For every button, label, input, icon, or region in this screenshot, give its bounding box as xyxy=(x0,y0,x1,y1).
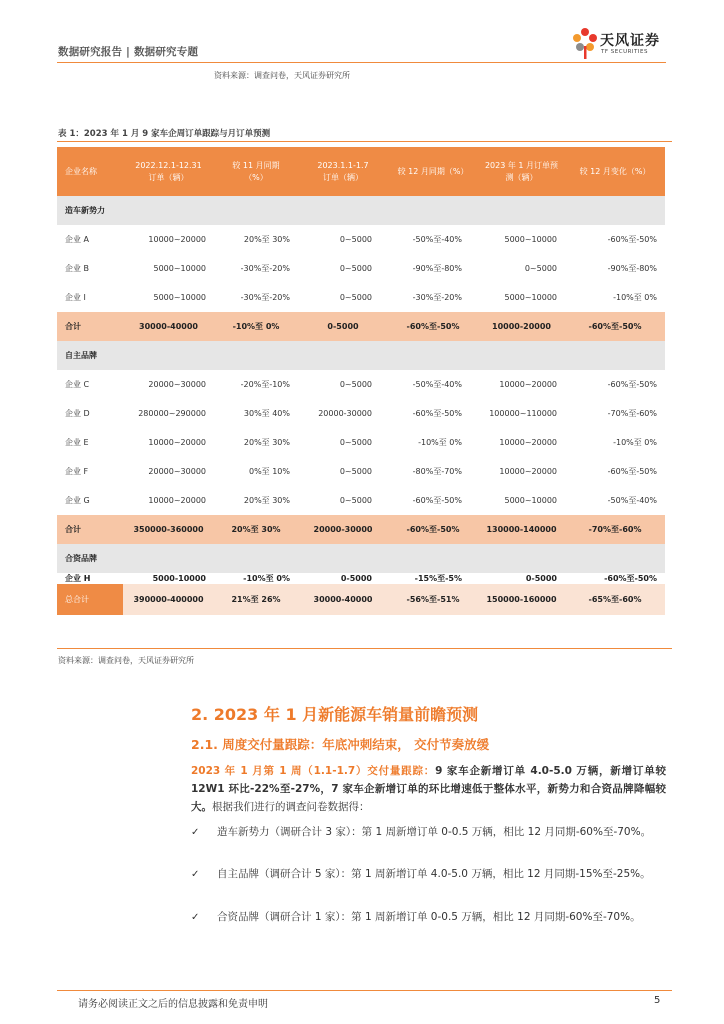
table-cell: 5000~10000 xyxy=(504,496,557,505)
tf-securities-logo xyxy=(570,26,670,60)
footer-divider xyxy=(57,990,672,991)
table-cell: -60%至-50% xyxy=(388,312,478,341)
table-cell: 20%至 30% xyxy=(243,235,290,244)
table-cell: 280000~290000 xyxy=(138,409,206,418)
table-caption: 表 1：2023 年 1 月 9 家车企周订单跟踪与月订单预测 xyxy=(58,129,271,139)
company-name-cell: 企业 E xyxy=(65,438,89,447)
company-name-cell: 合计 xyxy=(57,515,123,544)
company-name-cell: 总合计 xyxy=(57,584,123,615)
company-name-cell: 企业 I xyxy=(65,293,86,302)
table-cell: -60%至-50% xyxy=(388,515,478,544)
table-cell: 0~5000 xyxy=(339,380,372,389)
table-cell: -60%至-50% xyxy=(412,409,462,418)
table-cell: -60%至-50% xyxy=(607,467,657,476)
table-cell: 10000~20000 xyxy=(499,380,557,389)
bullet-item xyxy=(191,908,666,927)
table-cell: 130000-140000 xyxy=(478,515,565,544)
table-cell: 0-5000 xyxy=(298,312,388,341)
column-header-line: 2023 年 1 月订单预 xyxy=(484,160,559,170)
table-cell: 20%至 30% xyxy=(243,438,290,447)
table-cell: 0~5000 xyxy=(339,496,372,505)
table-cell: 100000~110000 xyxy=(489,409,557,418)
paragraph-bold-summary: 9 家车企新增订单 4.0-5.0 万辆，新增订单较 12W1 环比-22%至-27%，7 家车企新增订单的环比增速低于整体水平，新势力和合资品牌降幅较大。 xyxy=(191,765,667,813)
group-label: 造车新势力 xyxy=(57,196,665,225)
table-cell: -15%至-5% xyxy=(414,574,462,583)
table-cell: 5000~10000 xyxy=(153,293,206,302)
report-header-title: 数据研究报告 | 数据研究专题 xyxy=(58,46,199,58)
table-cell: -70%至-60% xyxy=(565,515,665,544)
table-cell: 0~5000 xyxy=(339,264,372,273)
top-source-note: 资料来源：调查问卷，天风证券研究所 xyxy=(214,71,350,80)
company-name-cell: 企业 A xyxy=(65,235,90,244)
column-header xyxy=(123,147,214,196)
table-cell: 10000~20000 xyxy=(148,496,206,505)
table-row xyxy=(57,486,665,515)
section-heading: 2. 2023 年 1 月新能源车销量前瞻预测 xyxy=(191,705,479,724)
column-header-line: （%） xyxy=(244,172,268,182)
table-cell: -70%至-60% xyxy=(607,409,657,418)
table-cell: 10000~20000 xyxy=(148,438,206,447)
table-cell: 0~5000 xyxy=(339,467,372,476)
company-name-cell: 企业 G xyxy=(65,496,90,505)
table-cell: 390000-400000 xyxy=(123,584,214,615)
table-cell: 5000~10000 xyxy=(504,293,557,302)
logo-chinese-name: 天风证券 xyxy=(600,33,660,49)
checkmark-icon: ✓ xyxy=(191,869,200,880)
column-header xyxy=(214,147,298,196)
column-header-line: 测（辆） xyxy=(505,172,538,182)
header-divider xyxy=(57,62,666,63)
table-cell: 350000-360000 xyxy=(123,515,214,544)
table-cell: -60%至-50% xyxy=(604,574,657,583)
table-cell: -60%至-50% xyxy=(412,496,462,505)
table-group-row xyxy=(57,196,665,225)
table-group-row xyxy=(57,544,665,573)
company-name-cell: 企业 F xyxy=(65,467,89,476)
column-header xyxy=(478,147,565,196)
column-header-line: 订单（辆） xyxy=(323,172,363,182)
table-caption-divider xyxy=(57,141,672,142)
table-cell: 0~5000 xyxy=(339,293,372,302)
table-cell: 10000~20000 xyxy=(499,438,557,447)
checkmark-icon: ✓ xyxy=(191,912,200,923)
table-cell: 20000~30000 xyxy=(148,467,206,476)
table-cell: -90%至-80% xyxy=(607,264,657,273)
table-bottom-divider xyxy=(57,648,672,649)
orders-table xyxy=(57,147,665,615)
checkmark-icon: ✓ xyxy=(191,827,200,838)
table-cell: 21%至 26% xyxy=(214,584,298,615)
column-header-line: 较 12 月同期（%） xyxy=(397,166,469,176)
table-cell: 30000-40000 xyxy=(298,584,388,615)
company-name-cell: 企业 D xyxy=(65,409,90,418)
table-cell: 10000-20000 xyxy=(478,312,565,341)
column-header-line: 2023.1.1-1.7 xyxy=(317,160,369,170)
table-row xyxy=(57,573,665,584)
table-cell: -56%至-51% xyxy=(388,584,478,615)
column-header-line: 企业名称 xyxy=(65,166,97,176)
table-row xyxy=(57,225,665,254)
column-header xyxy=(298,147,388,196)
table-group-row xyxy=(57,341,665,370)
table-cell: 0%至 10% xyxy=(248,467,290,476)
column-header xyxy=(57,147,123,196)
table-cell: 150000-160000 xyxy=(478,584,565,615)
company-name-cell: 企业 B xyxy=(65,264,90,273)
table-cell: -20%至-10% xyxy=(240,380,290,389)
table-cell: -10%至 0% xyxy=(613,293,657,302)
table-subtotal-row xyxy=(57,515,665,544)
table-cell: 0~5000 xyxy=(524,264,557,273)
paragraph-highlight: 2023 年 1 月第 1 周（1.1-1.7）交付量跟踪： xyxy=(191,765,436,777)
table-row xyxy=(57,370,665,399)
company-name-cell: 企业 C xyxy=(65,380,90,389)
table-cell: 0~5000 xyxy=(339,438,372,447)
table-source-note: 资料来源：调查问卷，天风证券研究所 xyxy=(58,656,194,665)
page-number: 5 xyxy=(654,995,661,1006)
tf-flower-logo-icon xyxy=(570,26,600,60)
table-cell: 20000-30000 xyxy=(298,515,388,544)
table-row xyxy=(57,428,665,457)
table-cell: -60%至-50% xyxy=(607,235,657,244)
table-cell: 0-5000 xyxy=(340,574,372,583)
column-header-line: 2022.12.1-12.31 xyxy=(135,160,202,170)
table-row xyxy=(57,283,665,312)
table-cell: -60%至-50% xyxy=(607,380,657,389)
table-body xyxy=(57,196,665,615)
logo-english-name: TF SECURITIES xyxy=(601,49,648,55)
column-header xyxy=(565,147,665,196)
table-cell: -10%至 0% xyxy=(243,574,290,583)
table-cell: 30%至 40% xyxy=(243,409,290,418)
table-cell: 0-5000 xyxy=(525,574,557,583)
table-cell: 20%至 30% xyxy=(214,515,298,544)
table-cell: -10%至 0% xyxy=(214,312,298,341)
table-subtotal-row xyxy=(57,312,665,341)
bullet-text: 合资品牌（调研合计 1 家）：第 1 周新增订单 0-0.5 万辆，相比 12 月同期-60%至-70%。 xyxy=(217,911,641,923)
bullet-item xyxy=(191,865,666,884)
column-header-line: 较 12 月变化（%） xyxy=(579,166,651,176)
table-cell: -30%至-20% xyxy=(240,293,290,302)
table-cell: -30%至-20% xyxy=(412,293,462,302)
column-header-line: 订单（辆） xyxy=(148,172,189,182)
table-cell: 20000-30000 xyxy=(318,409,372,418)
paragraph-lead-in: 根据我们进行的调查问卷数据得： xyxy=(212,801,370,813)
table-cell: 20000~30000 xyxy=(148,380,206,389)
table-cell: 5000~10000 xyxy=(504,235,557,244)
table-row xyxy=(57,457,665,486)
table-cell: -50%至-40% xyxy=(607,496,657,505)
table-cell: -90%至-80% xyxy=(412,264,462,273)
disclaimer-note: 请务必阅读正文之后的信息披露和免责申明 xyxy=(78,999,268,1010)
table-cell: 10000~20000 xyxy=(499,467,557,476)
group-label: 合资品牌 xyxy=(57,544,665,573)
column-header xyxy=(388,147,478,196)
table-cell: -60%至-50% xyxy=(565,312,665,341)
body-paragraph xyxy=(191,762,666,816)
table-cell: -80%至-70% xyxy=(412,467,462,476)
table-row xyxy=(57,399,665,428)
table-cell: -30%至-20% xyxy=(240,264,290,273)
table-row xyxy=(57,254,665,283)
table-cell: -10%至 0% xyxy=(418,438,462,447)
bullet-text: 造车新势力（调研合计 3 家）：第 1 周新增订单 0-0.5 万辆，相比 12 月同期-60%至-70%。 xyxy=(217,826,652,838)
bullet-text: 自主品牌（调研合计 5 家）：第 1 周新增订单 4.0-5.0 万辆，相比 12 月同期-15%至-25%。 xyxy=(217,868,651,880)
table-cell: -65%至-60% xyxy=(565,584,665,615)
table-cell: -50%至-40% xyxy=(412,380,462,389)
group-label: 自主品牌 xyxy=(57,341,665,370)
table-cell: -50%至-40% xyxy=(412,235,462,244)
table-total-row xyxy=(57,584,665,615)
table-cell: 5000-10000 xyxy=(152,574,206,583)
table-cell: 10000~20000 xyxy=(148,235,206,244)
bullet-item xyxy=(191,823,666,842)
table-cell: 20%至 30% xyxy=(243,496,290,505)
table-cell: 5000~10000 xyxy=(153,264,206,273)
table-header-row xyxy=(57,147,665,196)
table-cell: 30000-40000 xyxy=(123,312,214,341)
company-name-cell: 合计 xyxy=(57,312,123,341)
table-cell: -10%至 0% xyxy=(613,438,657,447)
company-name-cell: 企业 H xyxy=(65,574,91,583)
subsection-heading: 2.1. 周度交付量跟踪：年底冲刺结束， 交付节奏放缓 xyxy=(191,737,490,752)
table-cell: 0~5000 xyxy=(339,235,372,244)
column-header-line: 较 11 月同期 xyxy=(232,160,280,170)
